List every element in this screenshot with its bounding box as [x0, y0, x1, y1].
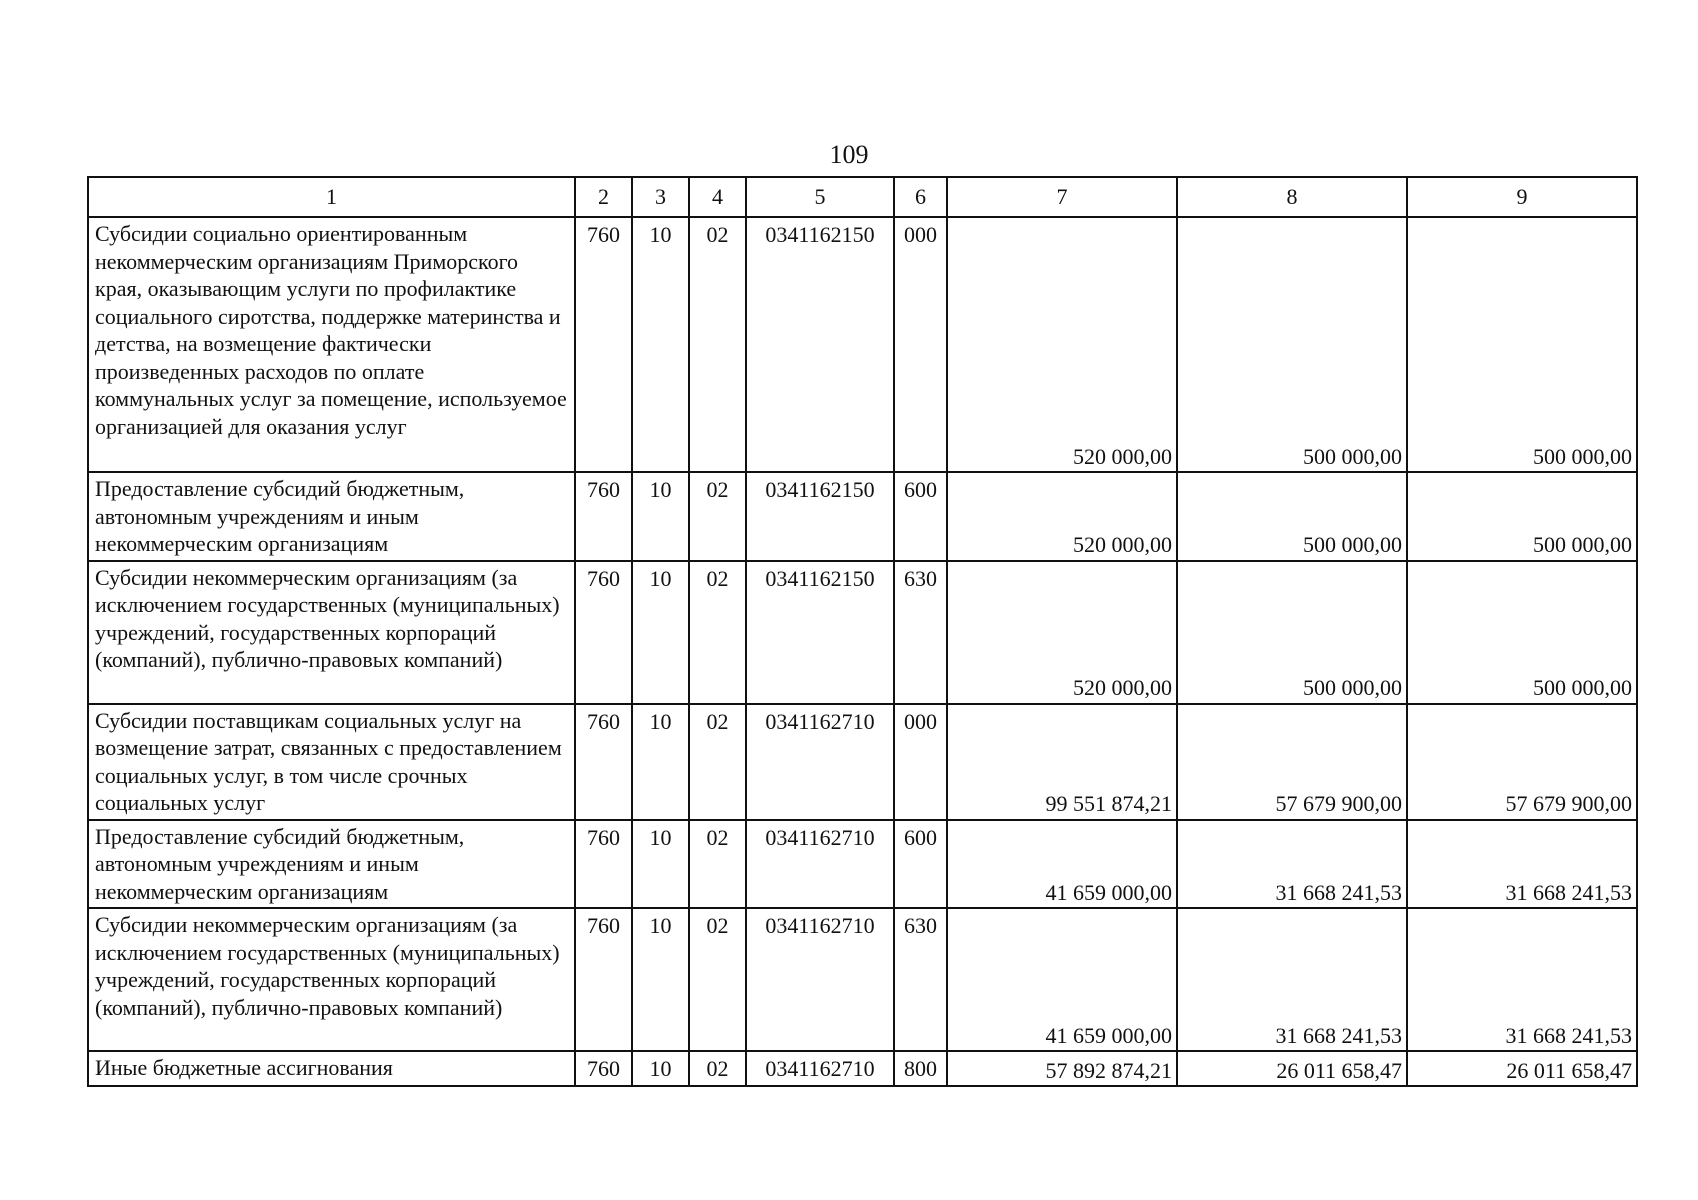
cell-col6: 600 — [894, 472, 947, 561]
cell-col7: 520 000,00 — [947, 217, 1177, 472]
cell-col5: 0341162710 — [746, 908, 894, 1051]
table-row — [88, 561, 1637, 704]
row-name: Предоставление субсидий бюджетным, автономным учреждениям и иным некоммерческим организациям — [88, 820, 575, 909]
row-name: Субсидии некоммерческим организациям (за исключением государственных (муниципальных) учреждений, государственных корпораций (компаний), публично-правовых компаний) — [88, 908, 575, 1051]
row-name: Субсидии некоммерческим организациям (за исключением государственных (муниципальных) учреждений, государственных корпораций (компаний), публично-правовых компаний) — [88, 561, 575, 704]
row-name: Предоставление субсидий бюджетным, автономным учреждениям и иным некоммерческим организациям — [88, 472, 575, 561]
cell-col6: 630 — [894, 561, 947, 704]
cell-col4: 02 — [689, 1051, 746, 1086]
cell-col2: 760 — [575, 561, 632, 704]
cell-col2: 760 — [575, 908, 632, 1051]
cell-col5: 0341162710 — [746, 704, 894, 820]
cell-col2: 760 — [575, 472, 632, 561]
cell-col4: 02 — [689, 472, 746, 561]
table-row — [88, 472, 1637, 561]
header-cell: 3 — [632, 177, 689, 217]
cell-col8: 26 011 658,47 — [1177, 1051, 1407, 1086]
cell-col9: 500 000,00 — [1407, 217, 1637, 472]
row-name: Иные бюджетные ассигнования — [88, 1051, 575, 1086]
header-cell: 9 — [1407, 177, 1637, 217]
cell-col9: 31 668 241,53 — [1407, 908, 1637, 1051]
cell-col6: 630 — [894, 908, 947, 1051]
cell-col3: 10 — [632, 561, 689, 704]
budget-table — [87, 176, 1638, 1087]
row-name: Субсидии социально ориентированным некоммерческим организациям Приморского края, оказывающим услуги по профилактике социального сиротства, поддержке материнства и детства, на возмещение фактически произведенных расходов по оплате коммунальных услуг за помещение, используемое организацией для оказания услуг — [88, 217, 575, 472]
cell-col7: 41 659 000,00 — [947, 820, 1177, 909]
table-header — [88, 177, 1637, 217]
cell-col8: 31 668 241,53 — [1177, 908, 1407, 1051]
table-row — [88, 820, 1637, 909]
cell-col5: 0341162150 — [746, 561, 894, 704]
cell-col9: 31 668 241,53 — [1407, 820, 1637, 909]
cell-col3: 10 — [632, 472, 689, 561]
cell-col5: 0341162710 — [746, 1051, 894, 1086]
cell-col6: 800 — [894, 1051, 947, 1086]
table-row — [88, 217, 1637, 472]
cell-col7: 99 551 874,21 — [947, 704, 1177, 820]
cell-col3: 10 — [632, 1051, 689, 1086]
table-row — [88, 1051, 1637, 1086]
cell-col5: 0341162710 — [746, 820, 894, 909]
header-row — [88, 177, 1637, 217]
table-body — [88, 217, 1637, 1086]
cell-col3: 10 — [632, 820, 689, 909]
table-row — [88, 704, 1637, 820]
header-cell: 6 — [894, 177, 947, 217]
cell-col2: 760 — [575, 704, 632, 820]
cell-col4: 02 — [689, 908, 746, 1051]
header-cell: 1 — [88, 177, 575, 217]
table-row — [88, 908, 1637, 1051]
cell-col5: 0341162150 — [746, 217, 894, 472]
cell-col3: 10 — [632, 908, 689, 1051]
header-cell: 7 — [947, 177, 1177, 217]
cell-col9: 500 000,00 — [1407, 472, 1637, 561]
cell-col4: 02 — [689, 561, 746, 704]
cell-col3: 10 — [632, 217, 689, 472]
cell-col2: 760 — [575, 820, 632, 909]
cell-col8: 31 668 241,53 — [1177, 820, 1407, 909]
header-cell: 5 — [746, 177, 894, 217]
cell-col7: 520 000,00 — [947, 561, 1177, 704]
cell-col4: 02 — [689, 704, 746, 820]
cell-col2: 760 — [575, 1051, 632, 1086]
cell-col6: 000 — [894, 704, 947, 820]
cell-col9: 26 011 658,47 — [1407, 1051, 1637, 1086]
cell-col8: 500 000,00 — [1177, 217, 1407, 472]
header-cell: 4 — [689, 177, 746, 217]
cell-col3: 10 — [632, 704, 689, 820]
cell-col4: 02 — [689, 217, 746, 472]
cell-col7: 520 000,00 — [947, 472, 1177, 561]
header-cell: 8 — [1177, 177, 1407, 217]
cell-col9: 500 000,00 — [1407, 561, 1637, 704]
cell-col8: 57 679 900,00 — [1177, 704, 1407, 820]
cell-col2: 760 — [575, 217, 632, 472]
page-number: 109 — [829, 140, 869, 169]
cell-col7: 57 892 874,21 — [947, 1051, 1177, 1086]
row-name: Субсидии поставщикам социальных услуг на возмещение затрат, связанных с предоставлением социальных услуг, в том числе срочных социальных услуг — [88, 704, 575, 820]
cell-col5: 0341162150 — [746, 472, 894, 561]
cell-col6: 000 — [894, 217, 947, 472]
header-cell: 2 — [575, 177, 632, 217]
cell-col8: 500 000,00 — [1177, 561, 1407, 704]
cell-col9: 57 679 900,00 — [1407, 704, 1637, 820]
cell-col7: 41 659 000,00 — [947, 908, 1177, 1051]
cell-col4: 02 — [689, 820, 746, 909]
cell-col6: 600 — [894, 820, 947, 909]
cell-col8: 500 000,00 — [1177, 472, 1407, 561]
